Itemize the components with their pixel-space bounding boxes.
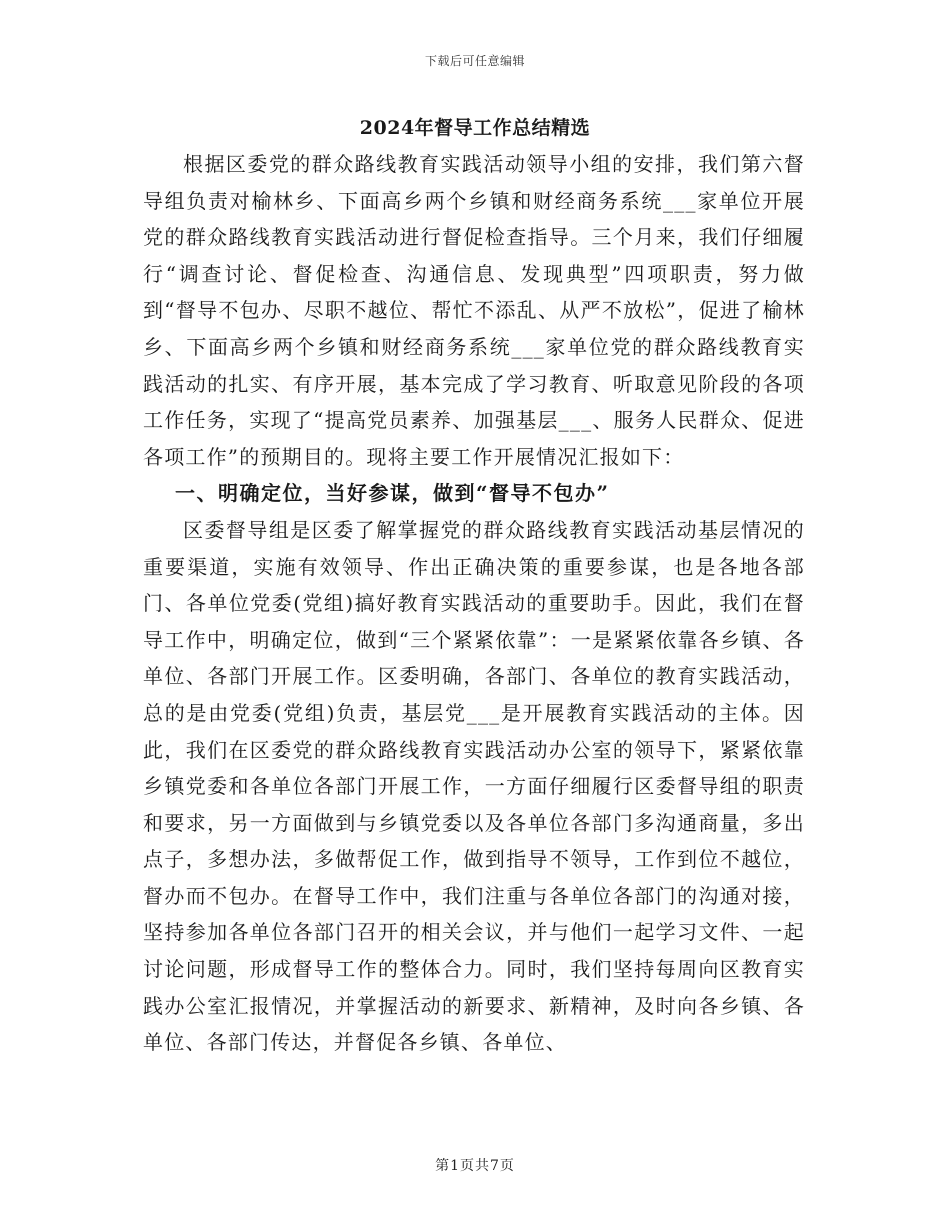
paragraph-intro: 根据区委党的群众路线教育实践活动领导小组的安排，我们第六督导组负责对榆林乡、下面高乡两个乡镇和财经商务系统___家单位开展党的群众路线教育实践活动进行督促检查指导。三个月来，我们仔细履行“调查讨论、督促检查、沟通信息、发现典型”四项职责，努力做到“督导不包办、尽职不越位、帮忙不添乱、从严不放松”，促进了榆林乡、下面高乡两个乡镇和财经商务系统___家单位党的群众路线教育实践活动的扎实、有序开展，基本完成了学习教育、听取意见阶段的各项工作任务，实现了“提高党员素养、加强基层___、服务人民群众、促进各项工作”的预期目的。现将主要工作开展情况汇报如下： — [143, 152, 805, 469]
document-title: 2024年督导工作总结精选 — [359, 117, 591, 139]
paragraph-section-1: 区委督导组是区委了解掌握党的群众路线教育实践活动基层情况的重要渠道，实施有效领导、作出正确决策的重要参谋，也是各地各部门、各单位党委(党组)搞好教育实践活动的重要助手。因此，我们在督导工作中，明确定位，做到“三个紧紧依靠”：一是紧紧依靠各乡镇、各单位、各部门开展工作。区委明确，各部门、各单位的教育实践活动，总的是由党委(党组)负责，基层党___是开展教育实践活动的主体。因此，我们在区委党的群众路线教育实践活动办公室的领导下，紧紧依靠乡镇党委和各单位各部门开展工作，一方面仔细履行区委督导组的职责和要求，另一方面做到与乡镇党委以及各单位各部门多沟通商量，多出点子，多想办法，多做帮促工作，做到指导不领导，工作到位不越位，督办而不包办。在督导工作中，我们注重与各单位各部门的沟通对接，坚持参加各单位各部门召开的相关会议，并与他们一起学习文件、一起讨论问题，形成督导工作的整体合力。同时，我们坚持每周向区教育实践办公室汇报情况，并掌握活动的新要求、新精神，及时向各乡镇、各单位、各部门传达，并督促各乡镇、各单位、 — [143, 517, 805, 1055]
header-note: 下载后可任意编辑 — [424, 54, 525, 68]
section-heading-1: 一、明确定位，当好参谋，做到“督导不包办” — [175, 481, 610, 506]
page-number: 第1页共7页 — [435, 1158, 515, 1174]
document-body — [143, 146, 805, 1061]
